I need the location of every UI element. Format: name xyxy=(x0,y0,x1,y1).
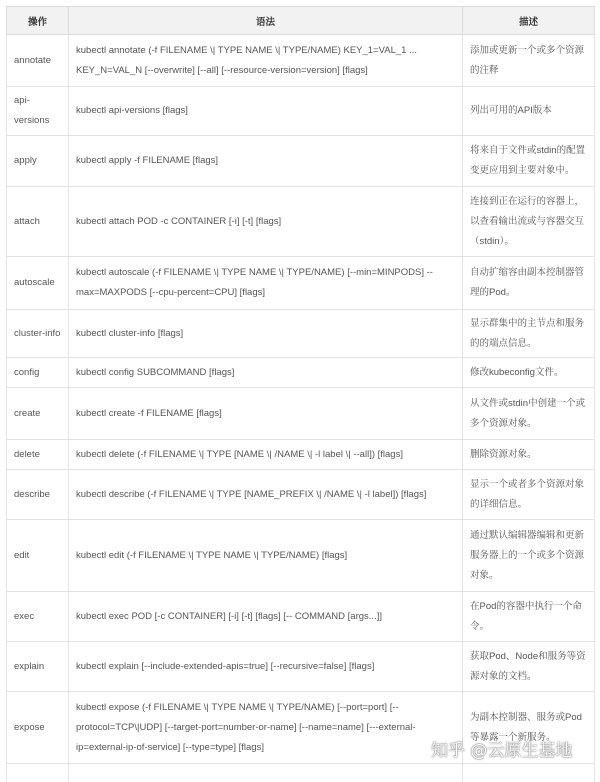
syntax-cell: kubectl cluster-info [flags] xyxy=(69,310,463,358)
header-op: 操作 xyxy=(7,7,69,35)
desc-cell: 将来自于文件或stdin的配置变更应用到主要对象中。 xyxy=(463,136,595,187)
header-desc: 描述 xyxy=(463,7,595,35)
op-cell: edit xyxy=(7,520,69,592)
op-cell: attach xyxy=(7,187,69,257)
desc-cell: 从文件或stdin中创建一个或多个资源对象。 xyxy=(463,388,595,440)
syntax-cell: kubectl annotate (-f FILENAME \| TYPE NAME \| TYPE/NAME) KEY_1=VAL_1 ... KEY_N=VAL_N [--overwrite] [--all] [--resource-version=version] [flags] xyxy=(69,35,463,87)
op-cell-empty xyxy=(7,764,69,782)
desc-cell: 显示一个或者多个资源对象的详细信息。 xyxy=(463,470,595,520)
syntax-cell: kubectl create -f FILENAME [flags] xyxy=(69,388,463,440)
syntax-cell: kubectl attach POD -c CONTAINER [-i] [-t] [flags] xyxy=(69,187,463,257)
syntax-cell: kubectl config SUBCOMMAND [flags] xyxy=(69,358,463,388)
header-syntax: 语法 xyxy=(69,7,463,35)
op-cell: apply xyxy=(7,136,69,187)
desc-cell: 自动扩缩容由副本控制器管理的Pod。 xyxy=(463,257,595,310)
syntax-cell: kubectl autoscale (-f FILENAME \| TYPE NAME \| TYPE/NAME) [--min=MINPODS] --max=MAXPODS [--cpu-percent=CPU] [flags] xyxy=(69,257,463,310)
syntax-cell: kubectl describe (-f FILENAME \| TYPE [NAME_PREFIX \| /NAME \| -l label]) [flags] xyxy=(69,470,463,520)
table-row xyxy=(7,520,595,592)
desc-cell: 获取Pod、Node和服务等资源对象的文档。 xyxy=(463,642,595,692)
syntax-cell-empty xyxy=(69,764,463,782)
kubectl-command-table xyxy=(6,6,595,782)
table-header-row xyxy=(7,7,595,35)
desc-cell: 在Pod的容器中执行一个命令。 xyxy=(463,592,595,642)
desc-cell: 修改kubeconfig文件。 xyxy=(463,358,595,388)
table-row xyxy=(7,310,595,358)
table-row xyxy=(7,642,595,692)
table-row xyxy=(7,257,595,310)
desc-cell: 添加或更新一个或多个资源的注释 xyxy=(463,35,595,87)
op-cell: exec xyxy=(7,592,69,642)
desc-cell: 连接到正在运行的容器上，以查看输出流或与容器交互（stdin）。 xyxy=(463,187,595,257)
syntax-cell: kubectl apply -f FILENAME [flags] xyxy=(69,136,463,187)
op-cell: config xyxy=(7,358,69,388)
table-row xyxy=(7,440,595,470)
table-row xyxy=(7,87,595,136)
table-row xyxy=(7,470,595,520)
watermark: 知乎 @云原生基地 xyxy=(431,741,573,761)
desc-cell: 删除资源对象。 xyxy=(463,440,595,470)
op-cell: delete xyxy=(7,440,69,470)
syntax-cell: kubectl delete (-f FILENAME \| TYPE [NAME \| /NAME \| -l label \| --all]) [flags] xyxy=(69,440,463,470)
op-cell: expose xyxy=(7,692,69,764)
op-cell: cluster-info xyxy=(7,310,69,358)
desc-cell-empty xyxy=(463,764,595,782)
table-row xyxy=(7,592,595,642)
op-cell: describe xyxy=(7,470,69,520)
desc-cell: 为副本控制器、服务或Pod等暴露一个新服务。 xyxy=(463,692,595,764)
table-row xyxy=(7,358,595,388)
table-row xyxy=(7,35,595,87)
syntax-cell: kubectl edit (-f FILENAME \| TYPE NAME \| TYPE/NAME) [flags] xyxy=(69,520,463,592)
syntax-cell: kubectl explain [--include-extended-apis=true] [--recursive=false] [flags] xyxy=(69,642,463,692)
op-cell: api-versions xyxy=(7,87,69,136)
syntax-cell: kubectl exec POD [-c CONTAINER] [-i] [-t] [flags] [-- COMMAND [args...]] xyxy=(69,592,463,642)
op-cell: create xyxy=(7,388,69,440)
op-cell: explain xyxy=(7,642,69,692)
table-row-partial xyxy=(7,764,595,782)
desc-cell: 列出可用的API版本 xyxy=(463,87,595,136)
table-row xyxy=(7,187,595,257)
syntax-cell: kubectl expose (-f FILENAME \| TYPE NAME \| TYPE/NAME) [--port=port] [--protocol=TCP\|UDP] [--target-port=number-or-name] [--name=name] [---external-ip=external-ip-of-service] [--type=type] [flags] xyxy=(69,692,463,764)
op-cell: autoscale xyxy=(7,257,69,310)
op-cell: annotate xyxy=(7,35,69,87)
table-row xyxy=(7,388,595,440)
table-row xyxy=(7,136,595,187)
desc-cell: 通过默认编辑器编辑和更新服务器上的一个或多个资源对象。 xyxy=(463,520,595,592)
syntax-cell: kubectl api-versions [flags] xyxy=(69,87,463,136)
desc-cell: 显示群集中的主节点和服务的的端点信息。 xyxy=(463,310,595,358)
